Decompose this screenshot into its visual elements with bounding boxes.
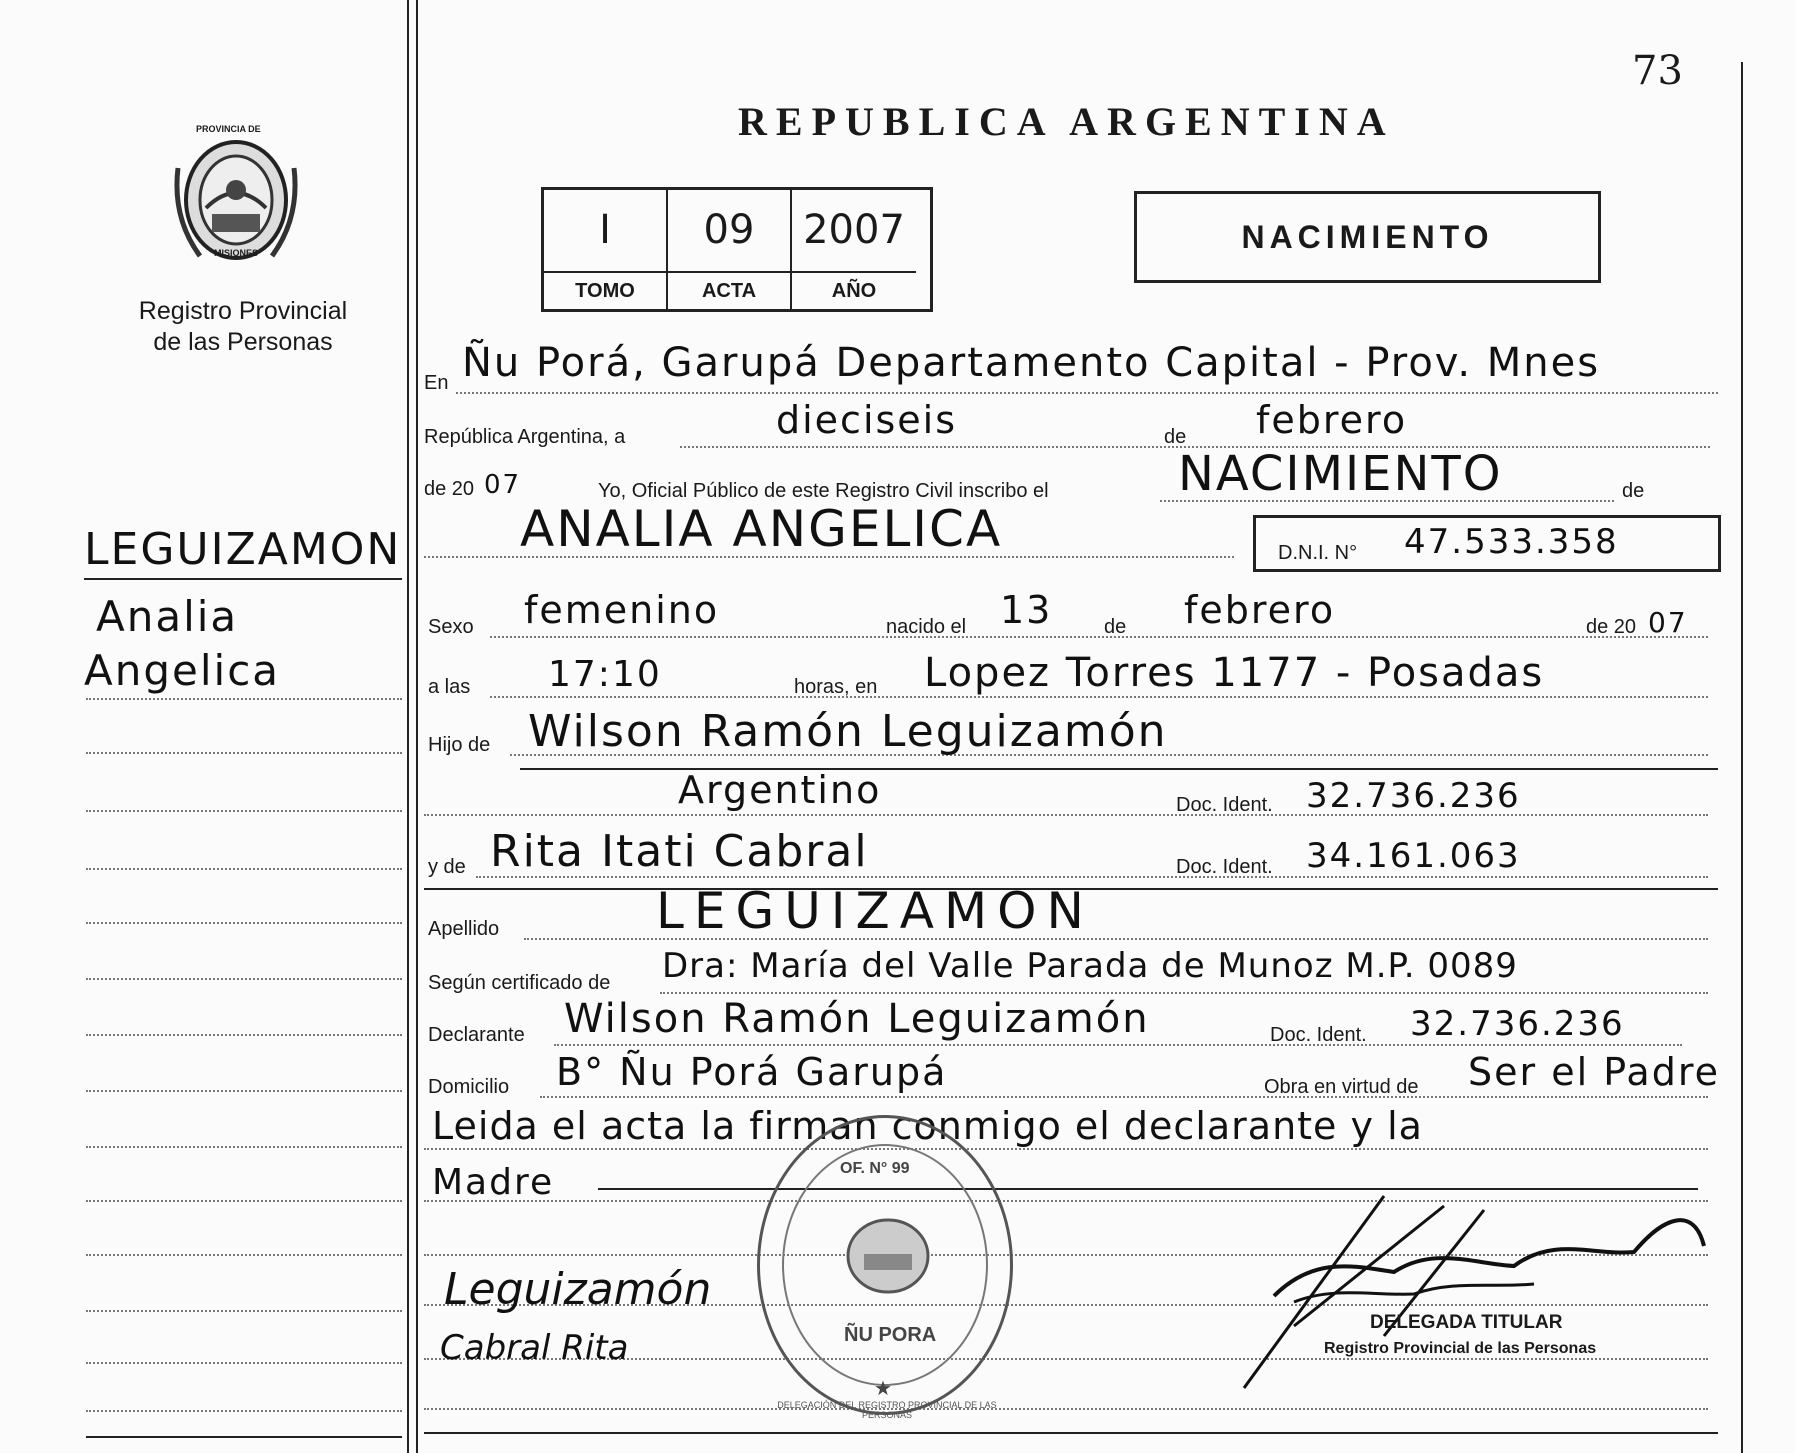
page-number: 73: [1632, 48, 1683, 94]
margin-line: [86, 1200, 402, 1202]
month-value: febrero: [1256, 398, 1408, 442]
margin-line: [86, 698, 402, 700]
act-written-value: NACIMIENTO: [1178, 446, 1503, 502]
row-line: [540, 1096, 1708, 1098]
row-line: [490, 636, 1708, 638]
margin-surname: LEGUIZAMON: [84, 524, 402, 575]
label-domicilio: Domicilio: [428, 1076, 510, 1098]
margin-line: [86, 810, 402, 812]
mother-value: Rita Itati Cabral: [490, 826, 869, 877]
margin-line: [86, 868, 402, 870]
margin-line: [86, 1254, 402, 1256]
father-nationality-value: Argentino: [678, 768, 882, 812]
birth-day-value: 13: [1000, 588, 1053, 632]
birth-month-value: febrero: [1184, 588, 1336, 632]
father-doc-value: 32.736.236: [1306, 776, 1521, 816]
seal-emblem-icon: [842, 1214, 934, 1298]
certificate-value: Dra: María del Valle Parada de Munoz M.P. 0089: [662, 946, 1518, 986]
right-margin-line: [1741, 62, 1743, 1453]
birth-year-suffix: 07: [1648, 606, 1688, 639]
margin-line: [86, 1034, 402, 1036]
domicile-value: B° Ñu Porá Garupá: [556, 1050, 948, 1094]
mother-doc-value: 34.161.063: [1306, 836, 1521, 876]
label-de: de: [1164, 426, 1187, 448]
row-line: [554, 1044, 1682, 1046]
margin-first-name: Analia: [96, 592, 239, 641]
seal-office-number: OF. N° 99: [840, 1160, 910, 1177]
declarant-doc-value: 32.736.236: [1410, 1004, 1625, 1044]
act-type-box: NACIMIENTO: [1134, 191, 1601, 283]
label-segun: Según certificado de: [428, 972, 611, 994]
margin-line: [86, 1410, 402, 1412]
margin-line: [86, 752, 402, 754]
inner-margin-line: [416, 0, 418, 1453]
label-de-year: de 20: [424, 478, 475, 500]
label-nacido: nacido el: [886, 616, 967, 638]
label-a-las: a las: [428, 676, 471, 698]
year-suffix-value: 07: [484, 470, 522, 500]
label-y-de: y de: [428, 856, 466, 878]
tomo-label: TOMO: [544, 271, 668, 309]
label-apellido: Apellido: [428, 918, 500, 940]
official-title: DELEGADA TITULAR: [1370, 1312, 1563, 1333]
left-margin-line: [407, 0, 409, 1453]
registry-name: [100, 296, 386, 358]
label-doc3: Doc. Ident.: [1270, 1024, 1367, 1046]
country-title: REPUBLICA ARGENTINA: [738, 99, 1395, 144]
registry-line-1: Registro Provincial: [138, 297, 348, 325]
child-name-value: ANALIA ANGELICA: [520, 500, 1003, 558]
label-doc1: Doc. Ident.: [1176, 794, 1273, 816]
label-en: En: [424, 372, 449, 394]
official-seal: [757, 1115, 1013, 1420]
by-virtue-value: Ser el Padre: [1468, 1050, 1720, 1094]
label-yo: Yo, Oficial Público de este Registro Civil inscribo el: [598, 480, 1049, 502]
closing-line-2: Madre: [432, 1162, 555, 1203]
dni-value: 47.533.358: [1404, 522, 1619, 562]
row-line: [456, 392, 1718, 394]
margin-surname-underline: [84, 578, 402, 580]
dni-box: [1253, 515, 1721, 572]
margin-bottom-line: [86, 1436, 402, 1438]
label-de-end: de: [1622, 480, 1645, 502]
seal-star-icon: ★: [874, 1378, 892, 1400]
label-sexo: Sexo: [428, 616, 474, 638]
official-signature: [1234, 1176, 1720, 1398]
row-line: [424, 1148, 1708, 1150]
reference-box: [541, 187, 933, 312]
bottom-rule: [424, 1432, 1718, 1434]
label-obra: Obra en virtud de: [1264, 1076, 1419, 1098]
label-horas: horas, en: [794, 676, 878, 698]
declarant-value: Wilson Ramón Leguizamón: [564, 996, 1150, 1042]
anio-value: 2007: [803, 207, 905, 253]
birth-place-value: Lopez Torres 1177 - Posadas: [924, 650, 1545, 696]
father-value: Wilson Ramón Leguizamón: [528, 706, 1168, 757]
registry-line-2: de las Personas: [153, 328, 333, 356]
label-dni: D.N.I. N°: [1278, 542, 1358, 564]
label-declarante: Declarante: [428, 1024, 525, 1046]
label-de-20: de 20: [1586, 616, 1637, 638]
label-doc2: Doc. Ident.: [1176, 856, 1273, 878]
acta-label: ACTA: [668, 271, 792, 309]
day-value: dieciseis: [776, 398, 958, 442]
surname-value: LEGUIZAMON: [656, 882, 1094, 940]
margin-line: [86, 1310, 402, 1312]
tomo-value: I: [544, 190, 668, 271]
seal-office-name: ÑU PORA: [844, 1324, 937, 1346]
margin-line: [86, 1090, 402, 1092]
closing-line-1: Leida el acta la firman conmigo el declarante y la: [432, 1104, 1423, 1148]
label-republica: República Argentina, a: [424, 426, 626, 448]
time-value: 17:10: [548, 654, 662, 695]
row-line: [490, 696, 1708, 698]
place-value: Ñu Porá, Garupá Departamento Capital - Prov. Mnes: [462, 340, 1601, 386]
margin-line: [86, 922, 402, 924]
margin-line: [86, 1146, 402, 1148]
crest-top-text: PROVINCIA DE: [196, 124, 261, 134]
anio-label: AÑO: [792, 271, 916, 309]
row-line: [424, 1408, 1708, 1410]
sex-value: femenino: [524, 588, 720, 632]
margin-second-name: Angelica: [84, 646, 281, 695]
label-de2: de: [1104, 616, 1127, 638]
crest-bottom-text: MISIONES: [214, 248, 259, 258]
margin-line: [86, 1362, 402, 1364]
margin-line: [86, 978, 402, 980]
official-registry: Registro Provincial de las Personas: [1324, 1340, 1597, 1357]
signature-declarant: Leguizamón: [444, 1264, 712, 1315]
label-hijo: Hijo de: [428, 734, 491, 756]
acta-value: 09: [668, 190, 792, 271]
seal-ring-text: DELEGACIÓN DEL REGISTRO PROVINCIAL DE LAS PERSONAS: [777, 1400, 997, 1420]
signature-mother: Cabral Rita: [440, 1328, 629, 1368]
row-line: [660, 992, 1708, 994]
